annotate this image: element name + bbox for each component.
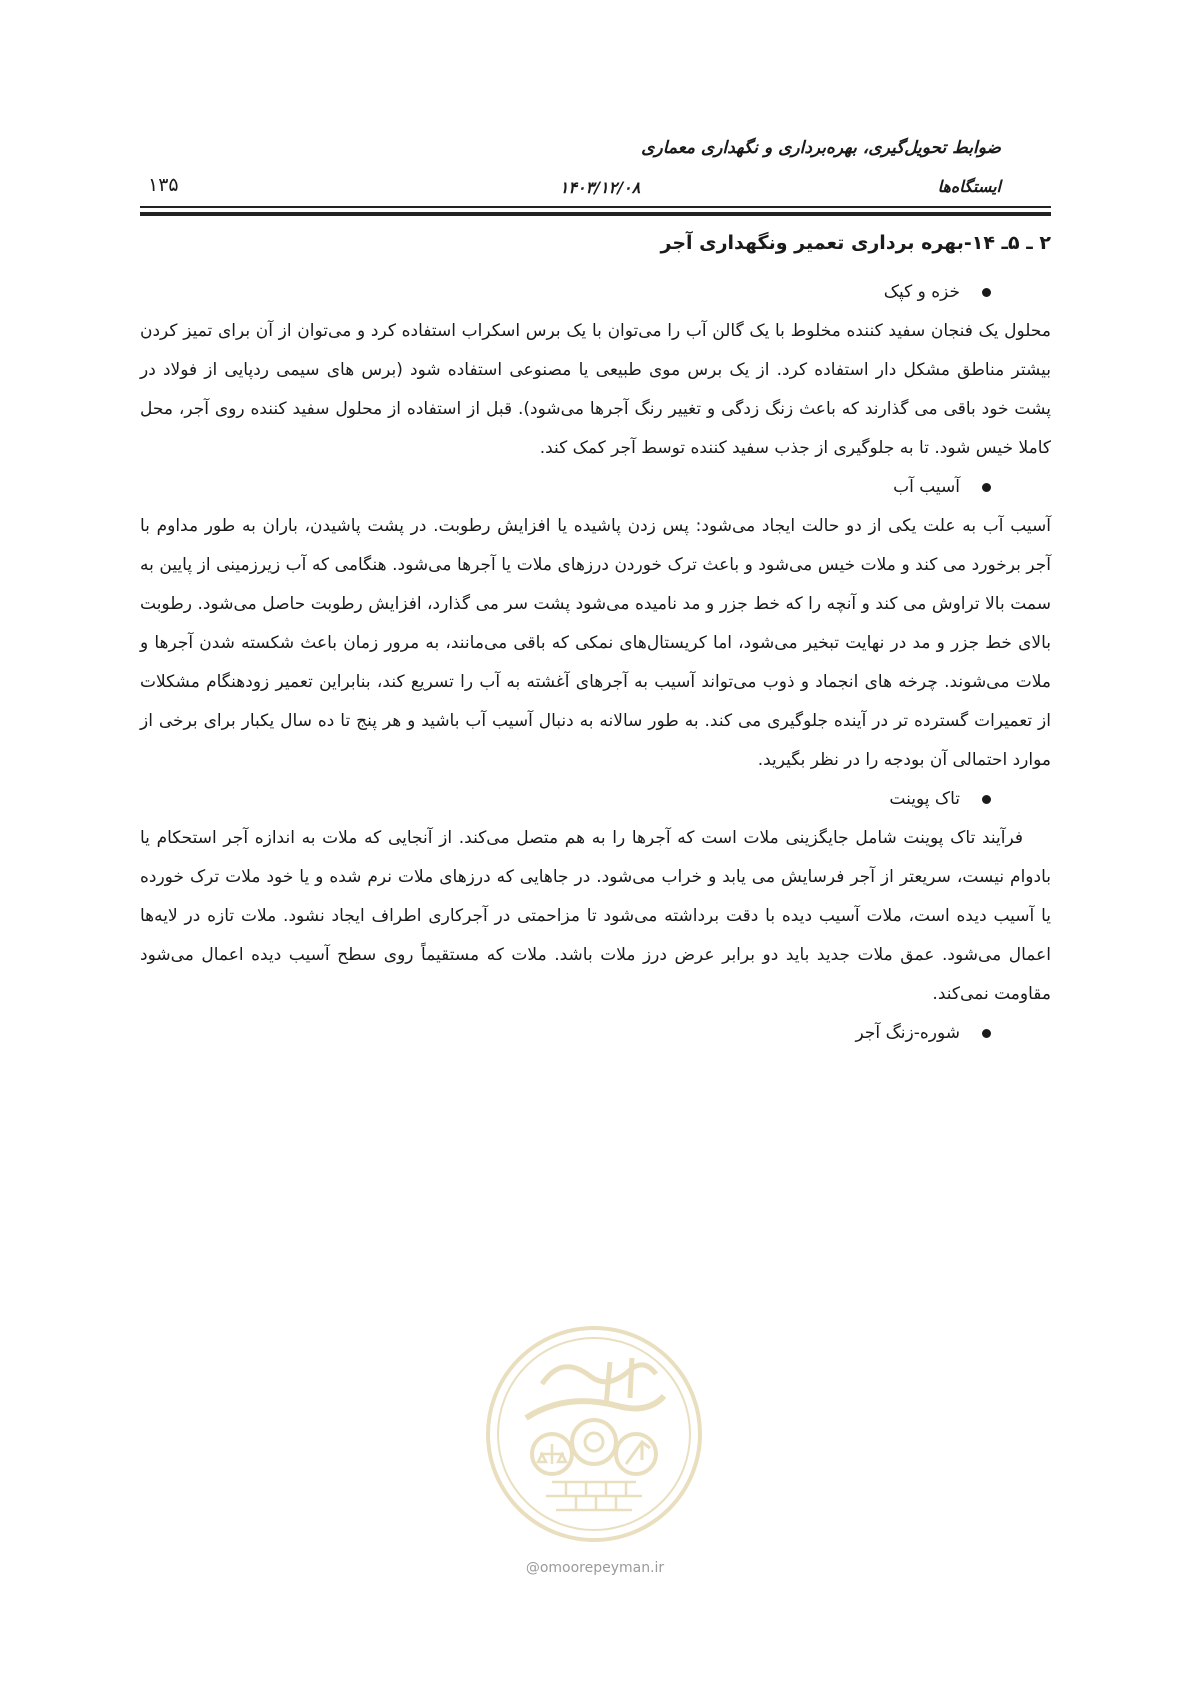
paragraph: آسیب آب به علت یکی از دو حالت ایجاد می‌شود: پس زدن پاشیده یا افزایش رطوبت. در پشت پاشیدن، باران به طور مداوم با آجر برخورد می کند و ملات خیس می‌شود و باعث ترک خوردن درزهای ملات یا آجرها می‌شود. هنگامی که آب زیرزمینی از پایین به سمت بالا تراوش می کند و آنچه را که خط جزر و مد نامیده می‌شود پشت سر می گذارد، افزایش رطوبت حاصل می‌شود. رطوبت بالای خط جزر و مد در نهایت تبخیر می‌شود، اما کریستال‌های نمکی که باقی می‌مانند، به مرور زمان باعث شکسته شدن آجرها و ملات می‌شوند. چرخه های انجماد و ذوب می‌تواند آسیب به آجرهای آغشته به آب را تسریع کند، بنابراین تعمیر زودهنگام مشکلات از تعمیرات گسترده تر در آینده جلوگیری می کند. به طور سالانه به دنبال آسیب آب باشید و هر پنج تا ده سال یکبار برای برخی از موارد احتمالی آن بودجه را در نظر بگیرید. <box>140 516 1051 770</box>
header-title: ضوابط تحویل‌گیری، بهره‌برداری و نگهداری معماری <box>641 138 1001 158</box>
paragraph: فرآیند تاک پوینت شامل جایگزینی ملات است که آجرها را به هم متصل می‌کند. از آنجایی که ملات به اندازه آجر استحکام یا بادوام نیست، سریعتر از آجر فرسایش می یابد و خراب می‌شود. در جاهایی که درزهای ملات نرم شده و یا خود ملات ترک خورده یا آسیب دیده است، ملات آسیب دیده با دقت برداشته می‌شود تا مزاحمتی در آجرکاری اطراف ایجاد نشود. ملات تازه در لایه‌ها اعمال می‌شود. عمق ملات جدید باید دو برابر عرض درز ملات باشد. ملات که مستقیماً روی سطح آسیب دیده اعمال می‌شود مقاومت نمی‌کند. <box>140 828 1051 1004</box>
page-number: ۱۳۵ <box>148 174 179 196</box>
watermark-seal-icon <box>482 1322 707 1547</box>
bullet-label: تاک پوینت <box>889 789 960 809</box>
bullet-item <box>140 468 1051 507</box>
watermark-url: @omoorepeyman.ir <box>525 1560 665 1576</box>
section-heading: ۲ ـ ۵ـ ۱۴-بهره برداری تعمیر ونگهداری آجر <box>660 232 1051 254</box>
header-date: ۱۴۰۳/۱۲/۰۸ <box>559 178 641 197</box>
bullet-label: شوره-زنگ آجر <box>855 1023 960 1043</box>
document-body <box>140 224 1051 1053</box>
bullet-item <box>140 273 1051 312</box>
bullet-dot-icon <box>982 795 991 804</box>
bullet-label: آسیب آب <box>893 477 960 497</box>
bullet-dot-icon <box>982 483 991 492</box>
paragraph: محلول یک فنجان سفید کننده مخلوط با یک گالن آب را می‌توان با یک برس اسکراب استفاده کرد و می‌توان از آن برای تمیز کردن بیشتر مناطق مشکل دار استفاده کرد. از یک برس موی طبیعی یا مصنوعی استفاده شود (برس های سیمی ردپایی از فولاد در پشت خود باقی می گذارند که باعث زنگ زدگی و تغییر رنگ آجرها می‌شود). قبل از استفاده از محلول سفید کننده روی آجر، محل کاملا خیس شود. تا به جلوگیری از جذب سفید کننده توسط آجر کمک کند. <box>140 321 1051 458</box>
header-subtitle: ایستگاه‌ها <box>937 177 1001 196</box>
bullet-dot-icon <box>982 288 991 297</box>
bullet-label: خزه و کپک <box>883 282 960 302</box>
header-rule-thin <box>140 206 1051 208</box>
header-rule-thick <box>140 212 1051 216</box>
bullet-item <box>140 1014 1051 1053</box>
bullet-dot-icon <box>982 1029 991 1038</box>
bullet-item <box>140 780 1051 819</box>
